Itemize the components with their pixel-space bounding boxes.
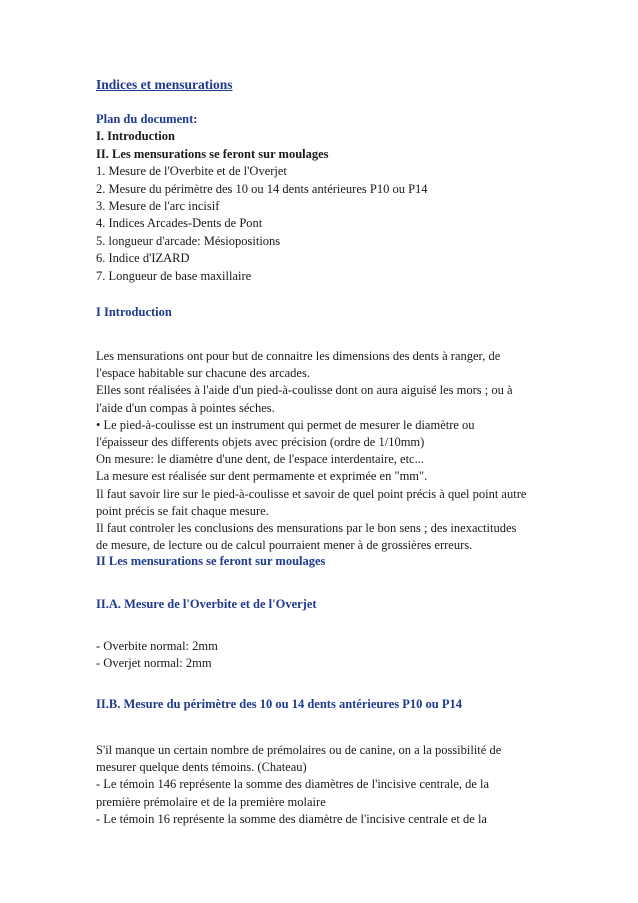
paragraph-line: de mesure, de lecture ou de calcul pourraient mener à de grossières erreurs. bbox=[96, 538, 473, 553]
plan-item: 7. Longueur de base maxillaire bbox=[96, 268, 252, 283]
paragraph-line: première prémolaire et de la première molaire bbox=[96, 794, 326, 809]
paragraph-line: S'il manque un certain nombre de prémolaires ou de canine, on a la possibilité de bbox=[96, 743, 502, 757]
paragraph-line: l'espace habitable sur chacune des arcades. bbox=[96, 366, 310, 381]
plan-label: Plan du document: bbox=[96, 112, 198, 126]
paragraph-line: On mesure: le diamètre d'une dent, de l'espace interdentaire, etc... bbox=[96, 452, 424, 467]
paragraph-line: l'épaisseur des differents objets avec précision (ordre de 1/10mm) bbox=[96, 435, 425, 450]
plan-heading-line: II. Les mensurations se feront sur moulages bbox=[96, 146, 329, 161]
plan-item: 1. Mesure de l'Overbite et de l'Overjet bbox=[96, 164, 287, 179]
paragraph-line: - Overjet normal: 2mm bbox=[96, 656, 212, 671]
paragraph-line: La mesure est réalisée sur dent permamente et exprimée en "mm". bbox=[96, 469, 428, 484]
paragraph-line: Il faut savoir lire sur le pied-à-coulisse et savoir de quel point précis à quel point autre bbox=[96, 486, 527, 501]
paragraph-line: - Le témoin 146 représente la somme des diamètres de l'incisive centrale, de la bbox=[96, 777, 490, 792]
plan-item: 4. Indices Arcades-Dents de Pont bbox=[96, 216, 263, 231]
section-heading-introduction: I Introduction bbox=[96, 305, 172, 319]
plan-item: 2. Mesure du périmètre des 10 ou 14 dents antérieures P10 ou P14 bbox=[96, 181, 428, 196]
section-heading-perimetre: II.B. Mesure du périmètre des 10 ou 14 dents antérieures P10 ou P14 bbox=[96, 697, 462, 711]
perimetre-paragraph bbox=[96, 742, 501, 828]
plan-item: 6. Indice d'IZARD bbox=[96, 251, 190, 266]
paragraph-line: Elles sont réalisées à l'aide d'un pied-à-coulisse dont on aura aiguisé les mors ; ou à bbox=[96, 383, 513, 398]
section-heading-mensurations: II Les mensurations se feront sur moulages bbox=[96, 554, 326, 568]
paragraph-line: mesurer quelque dents témoins. (Chateau) bbox=[96, 760, 307, 775]
document-plan bbox=[96, 111, 428, 285]
section-heading-overbite: II.A. Mesure de l'Overbite et de l'Overjet bbox=[96, 597, 317, 611]
paragraph-line: Les mensurations ont pour but de connaitre les dimensions des dents à ranger, de bbox=[96, 349, 501, 363]
plan-item: 5. longueur d'arcade: Mésiopositions bbox=[96, 233, 281, 248]
paragraph-line: - Overbite normal: 2mm bbox=[96, 639, 218, 653]
paragraph-line: - Le témoin 16 représente la somme des diamètre de l'incisive centrale et de la bbox=[96, 811, 487, 826]
plan-heading-line: I. Introduction bbox=[96, 129, 175, 144]
overbite-paragraph bbox=[96, 638, 218, 672]
paragraph-line: • Le pied-à-coulisse est un instrument qui permet de mesurer le diamètre ou bbox=[96, 417, 475, 432]
document-title: Indices et mensurations bbox=[96, 77, 233, 92]
paragraph-line: point précis se fait chaque mesure. bbox=[96, 503, 269, 518]
introduction-paragraph bbox=[96, 348, 526, 554]
paragraph-line: Il faut controler les conclusions des mensurations par le bon sens ; des inexactitudes bbox=[96, 521, 517, 536]
plan-item: 3. Mesure de l'arc incisif bbox=[96, 199, 220, 214]
paragraph-line: l'aide d'un compas à pointes séches. bbox=[96, 400, 275, 415]
